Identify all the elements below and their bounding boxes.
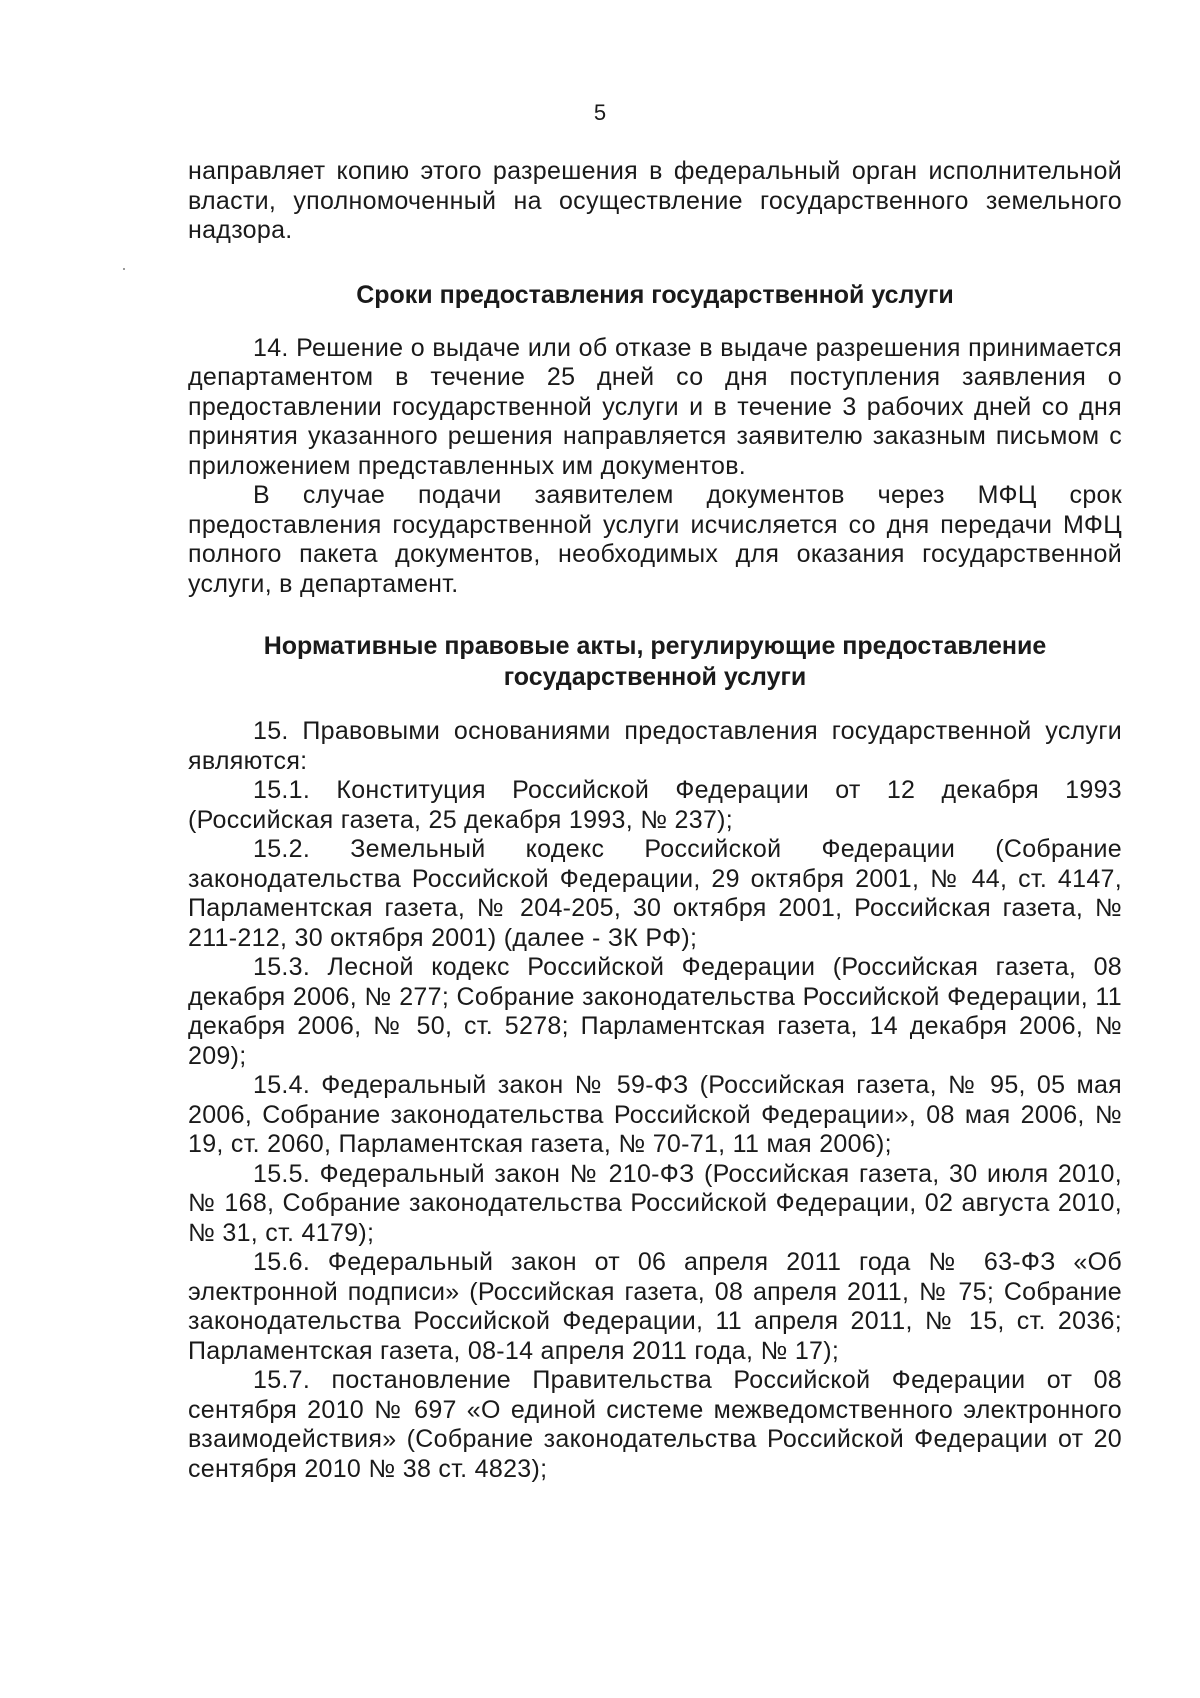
paragraph-15-1: 15.1. Конституция Российской Федерации от 12 декабря 1993 (Российская газета, 25 декабря 1993, № 237); — [188, 776, 1122, 834]
paragraph-15-3: 15.3. Лесной кодекс Российской Федерации (Российская газета, 08 декабря 2006, № 277; Собрание законодательства Российской Федерации, 11 декабря 2006, № 50, ст. 5278; Парламентская газета, 14 декабря 2006, № 209); — [188, 953, 1122, 1070]
section-heading-acts-line2: государственной услуги — [503, 663, 807, 691]
paragraph-14-mfc: В случае подачи заявителем документов через МФЦ срок предоставления государственной услуги исчисляется со дня передачи МФЦ полного пакета документов, необходимых для оказания государственной услуги, в департамент. — [188, 481, 1122, 598]
paragraph-14: 14. Решение о выдаче или об отказе в выдаче разрешения принимается департаментом в течение 25 дней со дня поступления заявления о предоставлении государственной услуги и в течение 3 рабочих дней со дня принятия указанного решения направляется заявителю заказным письмом с приложением представленных им документов. — [188, 333, 1122, 480]
scan-speck — [123, 268, 125, 270]
section-heading-acts — [188, 631, 1122, 693]
paragraph-15-6: 15.6. Федеральный закон от 06 апреля 2011 года № 63-ФЗ «Об электронной подписи» (Российская газета, 08 апреля 2011, № 75; Собрание законодательства Российской Федерации, 11 апреля 2011, № 15, ст. 2036; Парламентская газета, 08-14 апреля 2011 года, № 17); — [188, 1248, 1122, 1365]
paragraph-15-2: 15.2. Земельный кодекс Российской Федерации (Собрание законодательства Российской Федерации, 29 октября 2001, № 44, ст. 4147, Парламентская газета, № 204-205, 30 октября 2001, Российская газета, № 211-212, 30 октября 2001) (далее - ЗК РФ); — [188, 835, 1122, 952]
page-content — [188, 157, 1122, 1484]
continuation-paragraph: направляет копию этого разрешения в федеральный орган исполнительной власти, уполномоченный на осуществление государственного земельного надзора. — [188, 157, 1122, 244]
paragraph-15-4: 15.4. Федеральный закон № 59-ФЗ (Российская газета, № 95, 05 мая 2006, Собрание законодательства Российской Федерации», 08 мая 2006, № 19, ст. 2060, Парламентская газета, № 70-71, 11 мая 2006); — [188, 1071, 1122, 1158]
section-heading-terms: Сроки предоставления государственной услуги — [356, 280, 954, 309]
section-heading-acts-line1: Нормативные правовые акты, регулирующие предоставление — [263, 632, 1047, 660]
paragraph-15-7: 15.7. постановление Правительства Российской Федерации от 08 сентября 2010 № 697 «О единой системе межведомственного электронного взаимодействия» (Собрание законодательства Российской Федерации от 20 сентября 2010 № 38 ст. 4823); — [188, 1366, 1122, 1483]
page-number: 5 — [593, 100, 607, 125]
paragraph-15-5: 15.5. Федеральный закон № 210-ФЗ (Российская газета, 30 июля 2010, № 168, Собрание законодательства Российской Федерации, 02 августа 2010, № 31, ст. 4179); — [188, 1159, 1122, 1247]
paragraph-15: 15. Правовыми основаниями предоставления государственной услуги являются: — [188, 717, 1122, 775]
